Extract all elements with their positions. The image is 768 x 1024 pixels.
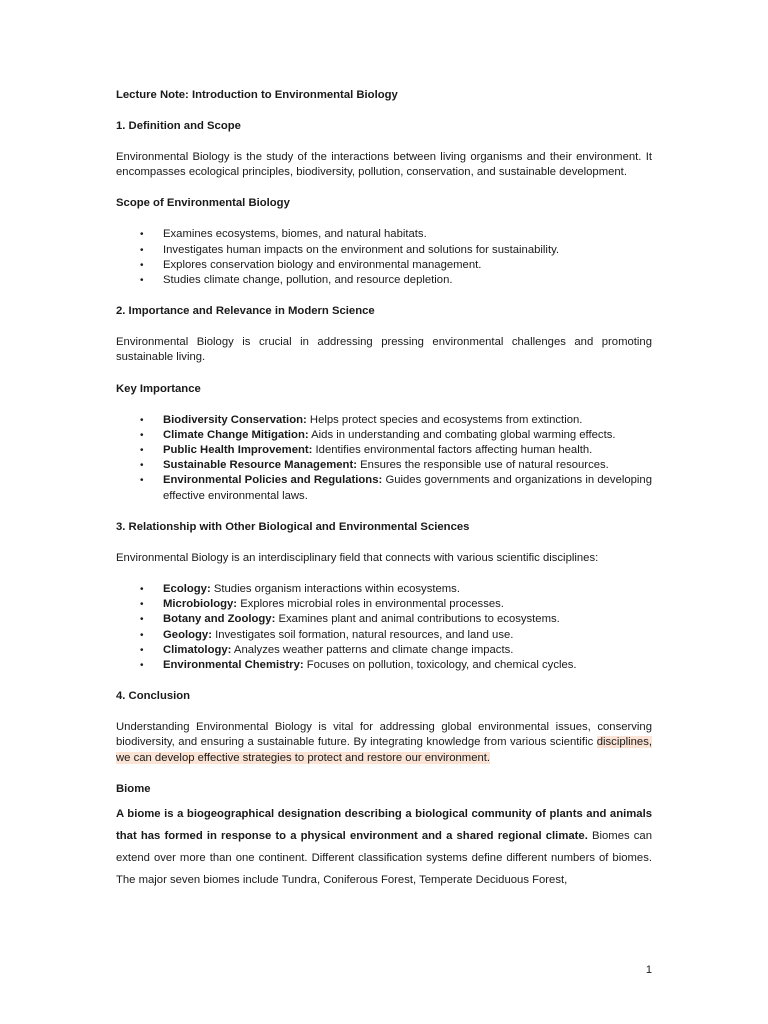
key-importance-heading: Key Importance xyxy=(116,382,201,395)
list-item-term: Public Health Improvement: xyxy=(163,444,313,457)
list-item-term: Botany and Zoology: xyxy=(163,613,276,626)
bullet-glyph: • xyxy=(140,614,144,626)
list-item-term: Biodiversity Conservation: xyxy=(163,413,307,426)
list-item xyxy=(116,273,652,288)
list-item-text: Examines ecosystems, biomes, and natural habitats. xyxy=(163,228,427,241)
bullet-glyph: • xyxy=(140,599,144,611)
list-item xyxy=(116,443,652,458)
list-item xyxy=(116,658,652,673)
list-item-text: Aids in understanding and combating global warming effects. xyxy=(308,428,616,441)
definition-paragraph: Environmental Biology is the study of the interactions between living organisms and their environment. It encompasses ecological principles, biodiversity, pollution, conservation, and sustainable development. xyxy=(116,151,652,179)
list-item xyxy=(116,243,652,258)
list-item-term: Sustainable Resource Management: xyxy=(163,459,357,472)
importance-list xyxy=(116,413,652,504)
bullet-glyph: • xyxy=(140,414,144,426)
biome-paragraph xyxy=(116,803,652,892)
bullet-glyph: • xyxy=(140,244,144,256)
list-item xyxy=(116,628,652,643)
biome-heading: Biome xyxy=(116,782,151,795)
list-item xyxy=(116,597,652,612)
scope-list xyxy=(116,227,652,288)
list-item-text: Helps protect species and ecosystems from extinction. xyxy=(306,413,583,426)
bullet-glyph: • xyxy=(140,275,144,287)
list-item-text: Studies climate change, pollution, and resource depletion. xyxy=(163,274,453,287)
list-item-term: Climatology: xyxy=(163,643,232,656)
list-item-text: Explores conservation biology and environmental management. xyxy=(163,258,482,271)
list-item-text: Studies organism interactions within ecosystems. xyxy=(210,583,460,596)
list-item xyxy=(116,473,652,503)
bullet-glyph: • xyxy=(140,475,144,487)
list-item-term: Geology: xyxy=(163,628,212,641)
bullet-glyph: • xyxy=(140,584,144,596)
bullet-glyph: • xyxy=(140,259,144,271)
list-item-text: Identifies environmental factors affecting human health. xyxy=(312,444,593,457)
list-item-text: Ensures the responsible use of natural resources. xyxy=(356,459,609,472)
section-heading-relationship: 3. Relationship with Other Biological and Environmental Sciences xyxy=(116,520,470,533)
section-heading-definition: 1. Definition and Scope xyxy=(116,120,241,132)
list-item-text: Investigates human impacts on the environment and solutions for sustainability. xyxy=(163,243,560,256)
bullet-glyph: • xyxy=(140,660,144,672)
list-item-term: Environmental Policies and Regulations: xyxy=(163,474,383,487)
page-number: 1 xyxy=(645,964,652,976)
scope-heading: Scope of Environmental Biology xyxy=(116,197,290,210)
highlighted-text: disciplines, we can develop effective strategies to protect and restore our environment. xyxy=(116,736,652,764)
disciplines-list xyxy=(116,582,652,673)
document-title: Lecture Note: Introduction to Environmental Biology xyxy=(116,89,398,101)
list-item xyxy=(116,258,652,273)
list-item-term: Environmental Chemistry: xyxy=(163,659,304,672)
list-item xyxy=(116,227,652,242)
list-item-text: Analyzes weather patterns and climate change impacts. xyxy=(231,643,514,656)
section-heading-importance: 2. Importance and Relevance in Modern Science xyxy=(116,305,375,318)
relationship-paragraph: Environmental Biology is an interdisciplinary field that connects with various scientific disciplines: xyxy=(116,551,599,564)
list-item xyxy=(116,458,652,473)
biome-text: Biomes can extend over more than one continent. Different classification systems define different numbers of biomes. The major seven biomes include Tundra, Coniferous Forest, Temperate Deciduous Forest, xyxy=(116,830,652,887)
list-item-term: Ecology: xyxy=(163,583,211,596)
bullet-glyph: • xyxy=(140,229,144,241)
list-item xyxy=(116,643,652,658)
bullet-glyph: • xyxy=(140,445,144,457)
bullet-glyph: • xyxy=(140,429,144,441)
list-item xyxy=(116,413,652,428)
conclusion-paragraph xyxy=(116,720,652,766)
section-heading-conclusion: 4. Conclusion xyxy=(116,690,191,703)
conclusion-text: Understanding Environmental Biology is vital for addressing global environmental issues, conserving biodiversity, and ensuring a sustainable future. By integrating knowledge from various scientific xyxy=(116,721,652,749)
list-item-text: Focuses on pollution, toxicology, and chemical cycles. xyxy=(303,659,577,672)
list-item xyxy=(116,428,652,443)
list-item-text: Examines plant and animal contributions to ecosystems. xyxy=(275,613,560,626)
biome-definition: A biome is a biogeographical designation describing a biological community of plants and animals that has formed in response to a physical environment and a shared regional climate. xyxy=(116,807,652,843)
bullet-glyph: • xyxy=(140,644,144,656)
bullet-glyph: • xyxy=(140,629,144,641)
importance-paragraph: Environmental Biology is crucial in addressing pressing environmental challenges and promoting sustainable living. xyxy=(116,336,652,364)
list-item xyxy=(116,582,652,597)
list-item-term: Microbiology: xyxy=(163,598,238,611)
list-item xyxy=(116,612,652,627)
bullet-glyph: • xyxy=(140,460,144,472)
list-item-text: Guides governments and organizations in developing effective environmental laws. xyxy=(163,474,652,502)
list-item-text: Explores microbial roles in environmental processes. xyxy=(237,598,504,611)
list-item-term: Climate Change Mitigation: xyxy=(163,428,309,441)
list-item-text: Investigates soil formation, natural resources, and land use. xyxy=(211,628,514,641)
